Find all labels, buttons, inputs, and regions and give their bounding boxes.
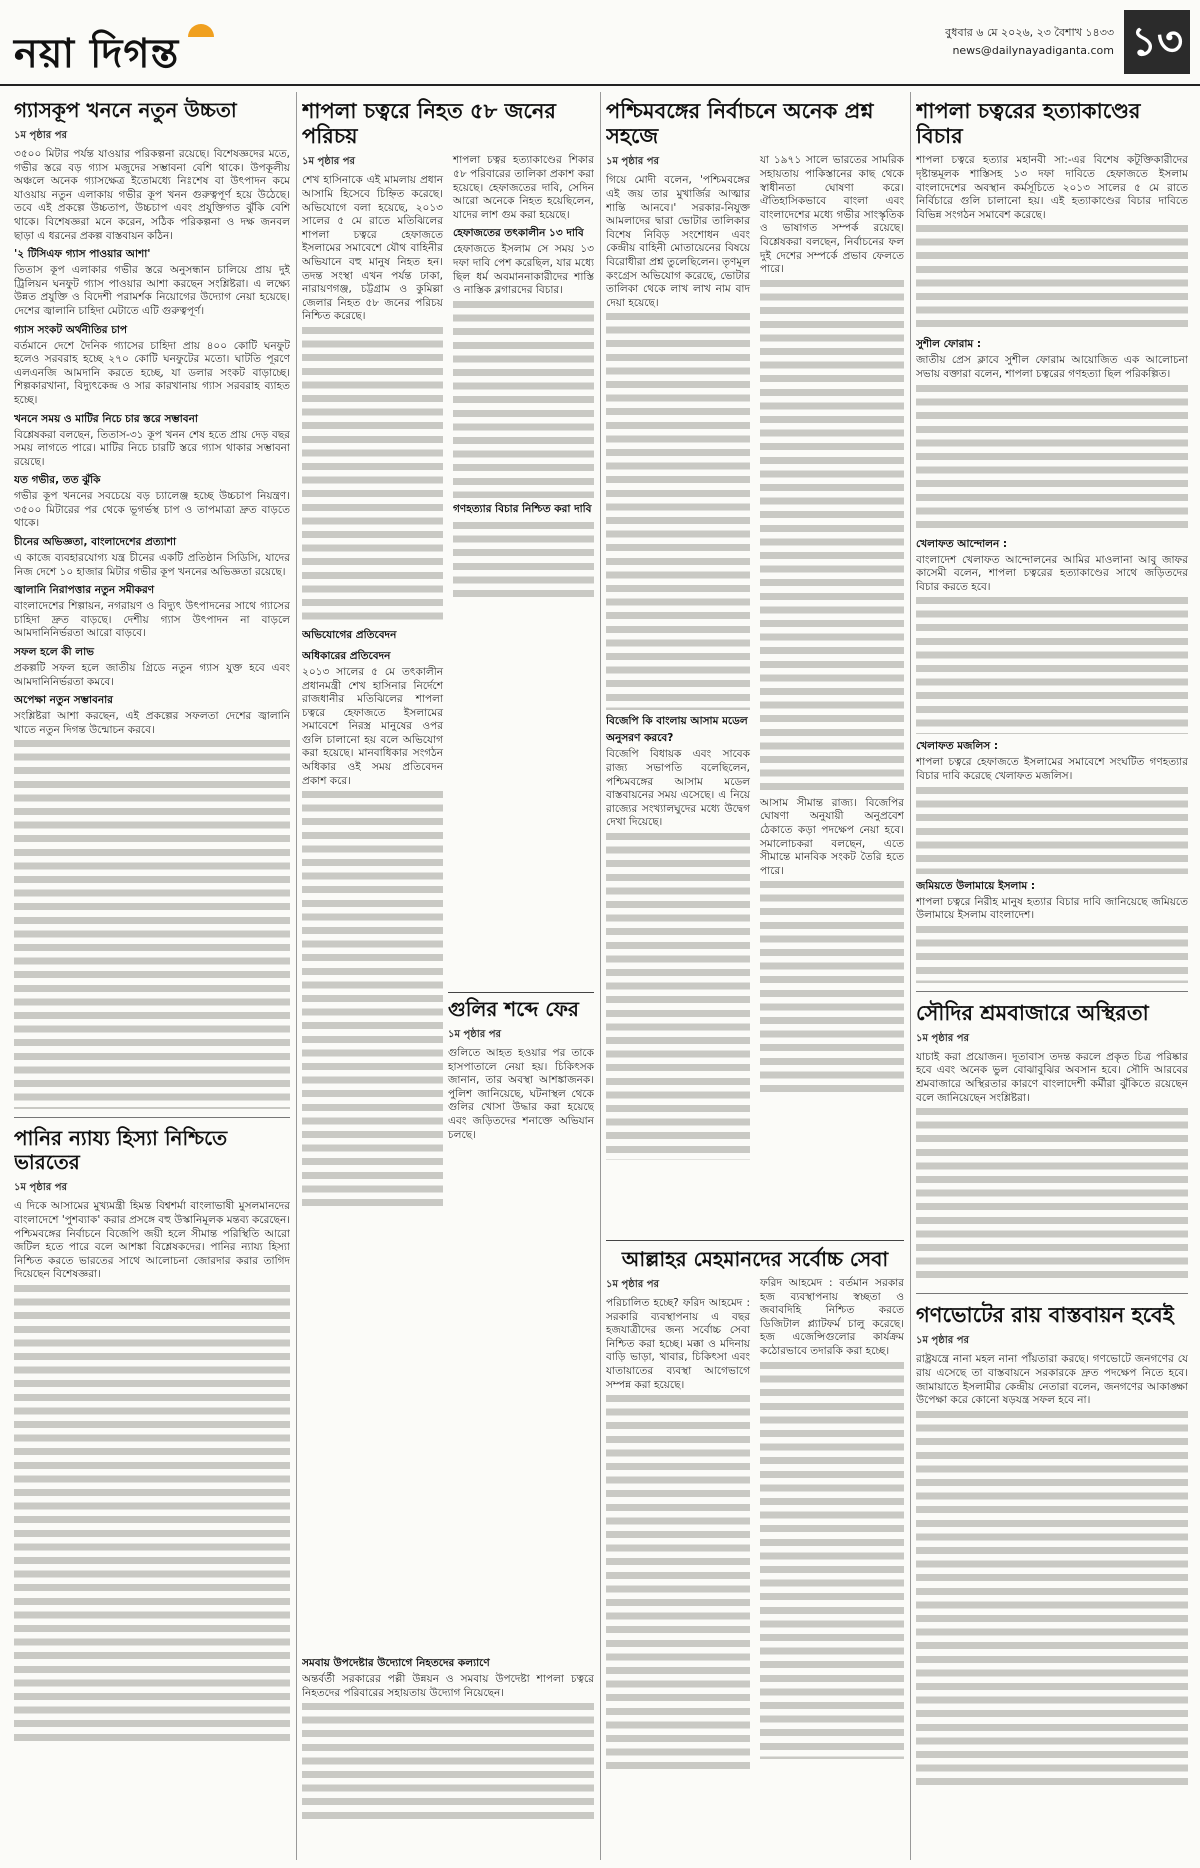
article-body-continued <box>14 1282 290 1742</box>
article-body: গিয়ে মোদী বলেন, 'পশ্চিমবঙ্গের এই জয় তার মুখার্জির আত্মার শান্তি আনবে।' সরকার-নিযুক্ত আমলাদের দ্বারা ভোটার তালিকার বিশেষ নিবিড় সংশোধন এবং কেন্দ্রীয় বাহিনী মোতায়েনের বিষয়ে বিরোধীরা প্রশ্ন তুলেছিলেন। তৃণমূল কংগ্রেস অভিযোগ করেছে, ভোটার তালিকা থেকে লাখ লাখ নাম বাদ দেয়া হয়েছে। <box>606 174 750 309</box>
article-headline[interactable]: গুলির শব্দে ফের <box>448 997 579 1021</box>
column-divider <box>600 92 601 1860</box>
column-1 <box>14 92 290 1860</box>
subheading: খননে সময় ও মাটির নিচে চার স্তরে সম্ভাবনা <box>14 412 198 425</box>
article-body-continued <box>606 830 750 1160</box>
article-body: বাংলাদেশের শিল্পায়ন, নগরায়ণ ও বিদ্যুৎ উৎপাদনের সাথে গ্যাসের চাহিদা দ্রুত বাড়ছে। দেশীয় গ্যাস উৎপাদন না বাড়লে আমদানিনির্ভরতা আরো বাড়বে। <box>14 600 290 640</box>
contact-email[interactable]: news@dailynayadiganta.com <box>952 44 1114 57</box>
continued-from: ১ম পৃষ্ঠার পর <box>606 1279 659 1290</box>
body-left <box>606 1277 750 1772</box>
article-body-continued <box>14 737 290 1109</box>
article-headline[interactable]: পানির ন্যায্য হিস্যা নিশ্চিতে ভারতের <box>14 1126 228 1175</box>
article-body-continued <box>606 1392 750 1772</box>
article-gunshots <box>448 992 594 1182</box>
subheading: অভিযোগের প্রতিবেদন <box>302 628 397 641</box>
logo-text: নয়া দিগন্ত <box>14 30 180 77</box>
article-body: আসাম সীমান্ত রাজ্য। বিজেপির ঘোষণা অনুযায়ী অনুপ্রবেশ ঠেকাতে কড়া পদক্ষেপ নেয়া হবে। সমালোচকরা বলছেন, এতে সীমান্তে মানবিক সংকট তৈরি হতে পারে। <box>760 796 904 877</box>
subheading: যত গভীর, তত ঝুঁকি <box>14 474 101 487</box>
article-referendum <box>916 1302 1188 1788</box>
article-body: ২০১৩ সালের ৫ মে তৎকালীন প্রধানমন্ত্রী শেখ হাসিনার নির্দেশে রাজধানীর মতিঝিলের শাপলা চত্বরে হেফাজতে ইসলামের সমাবেশে নিরস্ত্র মানুষের ওপর গুলি চালানো হয় বলে অভিযোগ করা হয়েছে। মানবাধিকার সংগঠন অধিকার ওই সময় প্রতিবেদন প্রকাশ করে। <box>302 665 443 787</box>
subheading: খেলাফত মজলিস : <box>916 740 999 753</box>
article-body: সংশ্লিষ্টরা আশা করছেন, এই প্রকল্পের সফলতা দেশের জ্বালানি খাতে নতুন দিগন্ত উন্মোচন করবে। <box>14 710 290 736</box>
article-saudi-labour <box>916 1000 1188 1286</box>
article-body: শেখ হাসিনাকে এই মামলায় প্রধান আসামি হিসেবে চিহ্নিত করেছে। অভিযোগে বলা হয়েছে, ২০১৩ সালের ৫ মে রাতে মতিঝিলের শাপলা চত্বরে হেফাজতে ইসলামের সমাবেশে যৌথ বাহিনীর অভিযানে বহু মানুষ নিহত হন। তদন্ত সংস্থা এখন পর্যন্ত ঢাকা, নারায়ণগঞ্জ, চট্টগ্রাম ও কুমিল্লা জেলার নিহত ৫৮ জনের পরিচয় নিশ্চিত করেছে। <box>302 174 443 323</box>
subheading: বিজেপি কি বাংলায় আসাম মডেল অনুসরণ করবে? <box>606 715 748 745</box>
article-body: প্রকল্পটি সফল হলে জাতীয় গ্রিডে নতুন গ্যাস যুক্ত হবে এবং আমদানিনির্ভরতা কমবে। <box>14 662 290 688</box>
shapla-continued <box>302 1652 594 1820</box>
column-3 <box>606 92 904 1860</box>
article-body-continued <box>916 382 1188 532</box>
subheading: সুশীল ফোরাম : <box>916 338 982 351</box>
article-headline[interactable]: গ্যাসকূপ খননে নতুন উচ্চতা <box>14 98 237 122</box>
article-body-continued <box>760 1359 904 1759</box>
section-divider <box>916 991 1188 992</box>
article-body: এ দিকে আসামের মুখ্যমন্ত্রী হিমন্ত বিশ্বশর্মা বাংলাভাষী মুসলমানদের বাংলাদেশে 'পুশব্যাক' করার প্রসঙ্গে বহু উস্কানিমূলক মন্তব্য করেছেন। পশ্চিমবঙ্গের নির্বাচনে বিজেপি জয়ী হলে সীমান্ত পরিস্থিতি আরো জটিল হতে পারে বলে আশঙ্কা বিশ্লেষকদের। পানির ন্যায্য হিস্যা নিশ্চিত করতে ভারতের সাথে আলোচনা জোরদার করার তাগিদ দিয়েছেন বিশেষজ্ঞরা। <box>14 1200 290 1281</box>
subheading: গ্যাস সংকট অর্থনীতির চাপ <box>14 323 128 336</box>
article-body-continued <box>916 1105 1188 1285</box>
column-divider <box>296 92 297 1860</box>
article-body: ফরিদ আহমেদ : বর্তমান সরকার হজ ব্যবস্থাপনায় স্বচ্ছতা ও জবাবদিহি নিশ্চিত করতে ডিজিটাল প্ল্যাটফর্ম চালু করেছে। হজ এজেন্সিগুলোর কার্যক্রম কঠোরভাবে তদারকি করা হচ্ছে। <box>760 1277 904 1357</box>
article-body-continued <box>760 878 904 1098</box>
column-4 <box>916 92 1188 1860</box>
article-body: শাপলা চত্বরে হেফাজতে ইসলামের সমাবেশে সংঘটিত গণহত্যার বিচার দাবি করেছে খেলাফত মজলিস। <box>916 756 1188 782</box>
article-body: তিতাস কূপ এলাকার গভীর স্তরে অনুসন্ধান চালিয়ে প্রায় দুই ট্রিলিয়ন ঘনফুট গ্যাস পাওয়ার আশা করছেন সংশ্লিষ্টরা। এ লক্ষ্যে উন্নত প্রযুক্তি ও বিদেশী পরামর্শক নিয়োগের উদ্যোগ নেয়া হয়েছে। দেশের জ্বালানি চাহিদা মেটাতে এটি গুরুত্বপূর্ণ। <box>14 264 290 317</box>
article-headline[interactable]: শাপলা চত্বরে নিহত ৫৮ জনের পরিচয় <box>302 98 556 149</box>
article-body-continued <box>302 324 443 624</box>
body-left <box>302 154 443 1208</box>
article-body: বাংলাদেশ খেলাফত আন্দোলনের আমির মাওলানা আবু জাফর কাসেমী বলেন, শাপলা চত্বরের হত্যাকাণ্ডের সাথে জড়িতদের বিচার করতে হবে। <box>916 553 1188 593</box>
subheading: হেফাজতের তৎকালীন ১৩ দাবি <box>453 227 584 240</box>
continued-from: ১ম পৃষ্ঠার পর <box>606 156 659 168</box>
column-divider <box>910 92 911 1860</box>
article-shapla-trial <box>916 98 1188 983</box>
article-body-continued <box>302 1700 594 1820</box>
article-body-continued <box>916 1408 1188 1788</box>
subheading: অধিকারের প্রতিবেদন <box>302 649 391 662</box>
article-body: অন্তর্বর্তী সরকারের পল্লী উন্নয়ন ও সমবায় উপদেষ্টা শাপলা চত্বরে নিহতদের পরিবারের সহায়তায় উদ্যোগ নিয়েছেন। <box>302 1673 594 1699</box>
article-body: গুলিতে আহত হওয়ার পর তাকে হাসপাতালে নেয়া হয়। চিকিৎসক জানান, তার অবস্থা আশঙ্কাজনক। পুলিশ জানিয়েছে, ঘটনাস্থল থেকে গুলির খোসা উদ্ধার করা হয়েছে এবং জড়িতদের শনাক্তে অভিযান চলছে। <box>448 1047 594 1141</box>
subheading: গণহত্যার বিচার নিশ্চিত করা দাবি <box>453 502 592 515</box>
sun-icon <box>188 24 214 37</box>
article-body: শাপলা চত্বরে নিরীহ মানুষ হত্যার বিচার দাবি জানিয়েছে জমিয়তে উলামায়ে ইসলাম বাংলাদেশ। <box>916 895 1188 922</box>
article-body: ৩৫০০ মিটার পর্যন্ত যাওয়ার পরিকল্পনা রয়েছে। বিশেষজ্ঞদের মতে, গভীর স্তরে বড় গ্যাস মজুদের সম্ভাবনা বেশি থাকে। উপকূলীয় অঞ্চলে অনেক গ্যাসক্ষেত্র ইতোমধ্যে নিঃশেষ বা উৎপাদন কমে যাওয়ায় নতুন এলাকায় গভীর কূপ খনন গুরুত্বপূর্ণ হয়ে উঠেছে। তবে এই প্রকল্পে উচ্চতাপ, উচ্চচাপ এবং প্রযুক্তিগত ঝুঁকি বেশি থাকে। বিশেষজ্ঞরা মনে করেন, সঠিক পরিকল্পনা ও দক্ষ জনবল ছাড়া এ ধরনের প্রকল্প বাস্তবায়ন কঠিন। <box>14 148 290 242</box>
article-headline[interactable]: সৌদির শ্রমবাজারে অস্থিরতা <box>916 999 1149 1025</box>
article-body: এ কাজে ব্যবহারযোগ্য যন্ত্র চীনের একটি প্রতিষ্ঠান সিডিসি, যাদের নিজ দেশে ১০ হাজার মিটার গভীর কূপ খননের অভিজ্ঞতা রয়েছে। <box>14 552 290 578</box>
continued-from: ১ম পৃষ্ঠার পর <box>916 1032 969 1044</box>
newspaper-logo[interactable] <box>14 22 214 89</box>
article-hajj-service <box>606 1240 904 1860</box>
article-body-continued <box>453 298 594 498</box>
body-right <box>760 154 904 1160</box>
article-body-continued <box>760 277 904 797</box>
article-headline[interactable]: গণভোটের রায় বাস্তবায়ন হবেই <box>916 1302 1174 1328</box>
dateline <box>945 24 1114 60</box>
article-headline[interactable]: আল্লাহর মেহমানদের সর্বোচ্চ সেবা <box>621 1247 889 1271</box>
article-body: জাতীয় প্রেস ক্লাবে সুশীল ফোরাম আয়োজিত এক আলোচনা সভায় বক্তারা বলেন, শাপলা চত্বরের গণহত্যা ছিল পরিকল্পিত। <box>916 354 1188 380</box>
article-body-continued <box>916 222 1188 332</box>
continued-from: ১ম পৃষ্ঠার পর <box>14 1182 67 1194</box>
continued-from: ১ম পৃষ্ঠার পর <box>916 1335 969 1347</box>
article-water-share <box>14 1126 290 1742</box>
column-2 <box>302 92 594 1860</box>
subheading: জ্বালানি নিরাপত্তার নতুন সমীকরণ <box>14 584 155 597</box>
article-body-continued <box>453 519 594 599</box>
article-body: গভীর কূপ খননের সবচেয়ে বড় চ্যালেঞ্জ হচ্ছে উচ্চচাপ নিয়ন্ত্রণ। ৩৫০০ মিটারের পর থেকে ভূগর্ভস্থ চাপ ও তাপমাত্রা দ্রুত বাড়তে থাকে। <box>14 490 290 530</box>
article-body-continued <box>606 310 750 710</box>
article-body: পরিচালিত হচ্ছে? ফরিদ আহমেদ : সরকারি ব্যবস্থাপনায় এ বছর হজযাত্রীদের জন্য সর্বোচ্চ সেবা নিশ্চিত করা হচ্ছে। মক্কা ও মদিনায় বাড়ি ভাড়া, খাবার, চিকিৎসা এবং যাতায়াতের ব্যবস্থা আগেভাগে সম্পন্ন করা হয়েছে। <box>606 1297 750 1391</box>
article-west-bengal <box>606 98 904 1160</box>
article-body-continued <box>916 784 1188 874</box>
subheading: চীনের অভিজ্ঞতা, বাংলাদেশের প্রত্যাশা <box>14 536 177 549</box>
article-body-continued <box>916 594 1188 734</box>
continued-from: ১ম পৃষ্ঠার পর <box>14 130 67 141</box>
subheading: খেলাফত আন্দোলন : <box>916 537 1008 550</box>
issue-date: বুধবার ৬ মে ২০২৬, ২৩ বৈশাখ ১৪৩৩ <box>945 26 1114 39</box>
article-body: বর্তমানে দেশে দৈনিক গ্যাসের চাহিদা প্রায় ৪০০ কোটি ঘনফুট হলেও সরবরাহ হচ্ছে ২৭০ কোটি ঘনফুটের মতো। ঘাটতি পূরণে এলএনজি আমদানি করতে হচ্ছে, যা ডলার সংকট বাড়াচ্ছে। শিল্পকারখানা, বিদ্যুৎকেন্দ্র ও সার কারখানায় গ্যাস সরবরাহ ব্যাহত হচ্ছে। <box>14 339 290 406</box>
section-divider <box>916 1293 1188 1294</box>
body-left <box>606 154 750 1160</box>
masthead <box>0 0 1200 86</box>
two-column-body <box>606 154 904 1160</box>
article-body: বিজেপি বিধায়ক এবং সাবেক রাজ্য সভাপতি বলেছিলেন, পশ্চিমবঙ্গের আসাম মডেল বাস্তবায়নের সময় এসেছে। এ নিয়ে রাজ্যের সংখ্যালঘুদের মধ্যে উদ্বেগ দেখা দিয়েছে। <box>606 748 750 829</box>
article-body: হেফাজতে ইসলাম সে সময় ১৩ দফা দাবি পেশ করেছিল, যার মধ্যে ছিল ধর্ম অবমাননাকারীদের শাস্তি ও নাস্তিক ব্লগারদের বিচার। <box>453 243 594 297</box>
two-column-body <box>606 1277 904 1772</box>
article-headline[interactable]: পশ্চিমবঙ্গের নির্বাচনে অনেক প্রশ্ন সহজে <box>606 98 874 149</box>
article-body: শাপলা চত্বরে হত্যার মহানবী সা:-এর বিশেষ কটূক্তিকারীদের দৃষ্টান্তমূলক শাস্তিসহ ১৩ দফা দাবিতে হেফাজতে ইসলাম বাংলাদেশের অবস্থান কর্মসূচিতে ২০১৩ সালের ৫ মে রাতে নির্বিচারে গুলি চালানো হয়। এই হত্যাকাণ্ডের বিচার দাবিতে বিভিন্ন সংগঠন সমাবেশ করেছে। <box>916 154 1188 221</box>
article-body-continued <box>302 788 443 1208</box>
subheading: অপেক্ষা নতুন সম্ভাবনার <box>14 694 113 707</box>
article-body: রাষ্ট্রযন্ত্রে নানা মহল নানা পাঁয়তারা করছে। গণভোটে জনগণের যে রায় এসেছে তা বাস্তবায়নে সরকারকে দ্রুত পদক্ষেপ নিতে হবে। জামায়াতে ইসলামীর কেন্দ্রীয় নেতারা বলেন, জনগণের আকাঙ্ক্ষা উপেক্ষা করে কোনো ষড়যন্ত্র সফল হবে না। <box>916 1353 1188 1407</box>
continued-from: ১ম পৃষ্ঠার পর <box>448 1029 501 1040</box>
continued-from: ১ম পৃষ্ঠার পর <box>302 156 355 168</box>
article-body: শাপলা চত্বর হত্যাকাণ্ডের শিকার ৫৮ পরিবারের তালিকা প্রকাশ করা হয়েছে। হেফাজতের দাবি, সেদিন আরো অনেকে নিহত হয়েছিলেন, যাদের লাশ গুম করা হয়েছে। <box>453 154 594 221</box>
article-body: যাচাই করা প্রয়োজন। দূতাবাস তদন্ত করলে প্রকৃত চিত্র পরিষ্কার হবে এবং অনেক ভুল বোঝাবুঝির অবসান হবে। সৌদি আরবের শ্রমবাজারে অস্থিরতার কারণে বাংলাদেশী কর্মীরা ঝুঁকিতে রয়েছেন বলে জানিয়েছেন সংশ্লিষ্টরা। <box>916 1050 1188 1104</box>
body-right <box>760 1277 904 1772</box>
article-gas-well <box>14 98 290 1109</box>
subheading: '২ টিসিএফ গ্যাস পাওয়ার আশা' <box>14 248 151 261</box>
article-body-continued <box>916 923 1188 983</box>
subheading: সফল হলে কী লাভ <box>14 646 95 659</box>
article-body: বিশ্লেষকরা বলছেন, তিতাস-৩১ কূপ খনন শেষ হতে প্রায় দেড় বছর সময় লাগতে পারে। মাটির নিচে চারটি স্তরে গ্যাস থাকার সম্ভাবনা রয়েছে। <box>14 428 290 468</box>
article-headline[interactable]: শাপলা চত্বরের হত্যাকাণ্ডের বিচার <box>916 98 1141 149</box>
page-number: ১৩ <box>1124 10 1190 74</box>
article-body: যা ১৯৭১ সালে ভারতের সামরিক সহায়তায় পাকিস্তানের কাছ থেকে স্বাধীনতা ঘোষণা করে। ঐতিহাসিকভাবে বাংলা এবং বাংলাদেশের মধ্যে গভীর সাংস্কৃতিক ও ভাষাগত সম্পর্ক রয়েছে। বিশ্লেষকরা বলছেন, নির্বাচনের ফল দুই দেশের সম্পর্কে প্রভাব ফেলতে পারে। <box>760 154 904 276</box>
section-divider <box>14 1117 290 1118</box>
subheading: জমিয়তে উলামায়ে ইসলাম : <box>916 879 1036 892</box>
subheading: সমবায় উপদেষ্টার উদ্যোগে নিহতদের কল্যাণে <box>302 1657 490 1669</box>
